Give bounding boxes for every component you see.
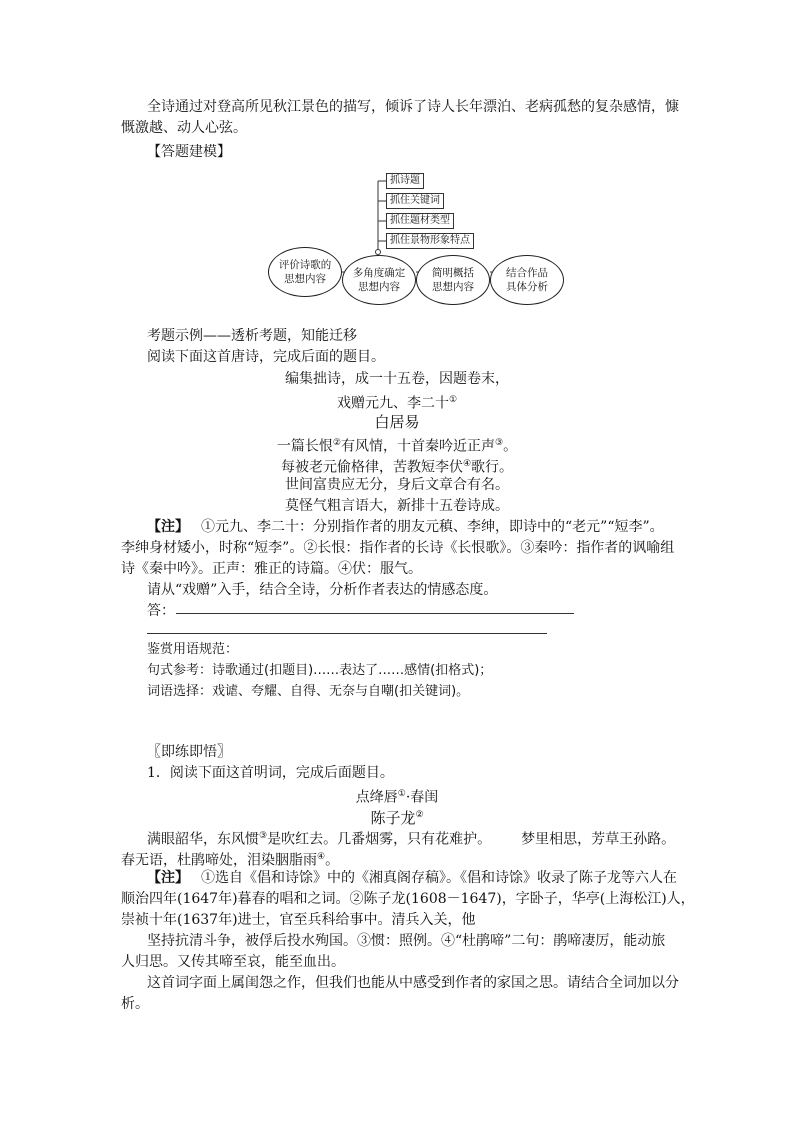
ci-line-1: 满眼韶华，东风惯③是吹红去。几番烟雾，只有花难护。 梦里相思，芳草王孙路。 <box>147 831 676 848</box>
practice-instruction: 1．阅读下面这首明词，完成后面题目。 <box>147 765 394 781</box>
poem-line-3: 世间富贵应无分，身后文章合有名。 <box>285 477 509 493</box>
diagram-circle-4: 结合作品 具体分析 <box>490 255 564 305</box>
practice-note-line-2: 顺治四年(1647年)暮春的唱和之词。②陈子龙(1608－1647)，字卧子，华亭(上海松江)人， <box>121 891 695 907</box>
appreciation-sentence: 句式参考：诗歌通过(扣题目)……表达了……感情(扣格式)； <box>147 663 493 678</box>
intro-line-2: 慨激越、动人心弦。 <box>121 120 247 136</box>
example-question: 请从“戏赠”入手，结合全诗，分析作者表达的情感态度。 <box>147 582 498 598</box>
ci-title: 点绛唇①·春闺 <box>355 789 439 806</box>
example-instruction: 阅读下面这首唐诗，完成后面的题目。 <box>147 349 385 365</box>
practice-note-line-4: 坚持抗清斗争，被俘后投水殉国。③惯：照例。④“杜鹃啼”二句：鹃啼凄厉，能动旅 <box>147 933 666 949</box>
ci-line-2: 春无语，杜鹃啼处，泪染胭脂雨④。 <box>121 852 340 869</box>
example-heading: 考题示例——透析考题，知能迁移 <box>147 328 357 344</box>
diagram-box-3: 抓住题材类型 <box>386 213 454 229</box>
answer-label: 答： <box>147 603 175 619</box>
example-note-line-3: 诗《秦中吟》。正声：雅正的诗篇。④伏：服气。 <box>121 561 422 577</box>
appreciation-heading: 鉴赏用语规范： <box>147 642 239 657</box>
diagram-circle-3: 简明概括 思想内容 <box>416 255 490 305</box>
practice-note-line-5: 人归思。又传其啼至哀，能至血出。 <box>121 954 345 970</box>
model-heading: 【答题建模】 <box>147 144 231 160</box>
poem-title-2: 戏赠元九、李二十① <box>336 395 458 412</box>
poem-line-1: 一篇长恨②有风情，十首秦吟近正声③。 <box>276 438 518 455</box>
poem-author: 白居易 <box>374 413 420 431</box>
practice-question-line-1: 这首词字面上属闺怨之作，但我们也能从中感受到作者的家国之思。请结合全词加以分 <box>147 975 679 991</box>
intro-line-1: 全诗通过对登高所见秋江景色的描写，倾诉了诗人长年漂泊、老病孤愁的复杂感情，慷 <box>147 99 679 115</box>
poem-line-2: 每被老元偷格律，苦教短李伏④歌行。 <box>280 459 514 476</box>
answer-line-2[interactable] <box>147 633 547 634</box>
diagram-box-2: 抓住关键词 <box>386 193 444 209</box>
appreciation-words: 词语选择：戏谑、夸耀、自得、无奈与自嘲(扣关键词)。 <box>147 684 470 699</box>
poem-line-4: 莫怪气粗言语大，新排十五卷诗成。 <box>285 498 509 514</box>
answer-model-diagram <box>260 168 560 298</box>
example-note-line-2: 李绅身材矮小，时称“短李”。②长恨：指作者的长诗《长恨歌》。③秦吟：指作者的讽喻组 <box>121 540 675 556</box>
diagram-box-4: 抓住景物形象特点 <box>386 233 474 249</box>
poem-title-1: 编集拙诗，成一十五卷，因题卷末， <box>285 371 509 387</box>
practice-note-line-1: 【注】 ①选自《倡和诗馀》中的《湘真阁存稿》。《倡和诗馀》收录了陈子龙等六人在 <box>147 870 677 886</box>
ci-author: 陈子龙② <box>370 809 424 827</box>
answer-line-1[interactable] <box>176 613 574 614</box>
practice-heading: 〖即练即悟〗 <box>147 744 231 760</box>
diagram-circle-1: 评价诗歌的 思想内容 <box>268 247 342 297</box>
diagram-box-1: 抓诗题 <box>386 173 424 189</box>
practice-note-line-3: 崇祯十年(1637年)进士，官至兵科给事中。清兵入关，他 <box>121 912 476 928</box>
diagram-circle-2: 多角度确定 思想内容 <box>342 255 416 305</box>
example-note-line-1: 【注】 ①元九、李二十：分别指作者的朋友元稹、李绅，即诗中的“老元”“短李”。 <box>147 519 664 535</box>
practice-question-line-2: 析。 <box>121 996 149 1012</box>
